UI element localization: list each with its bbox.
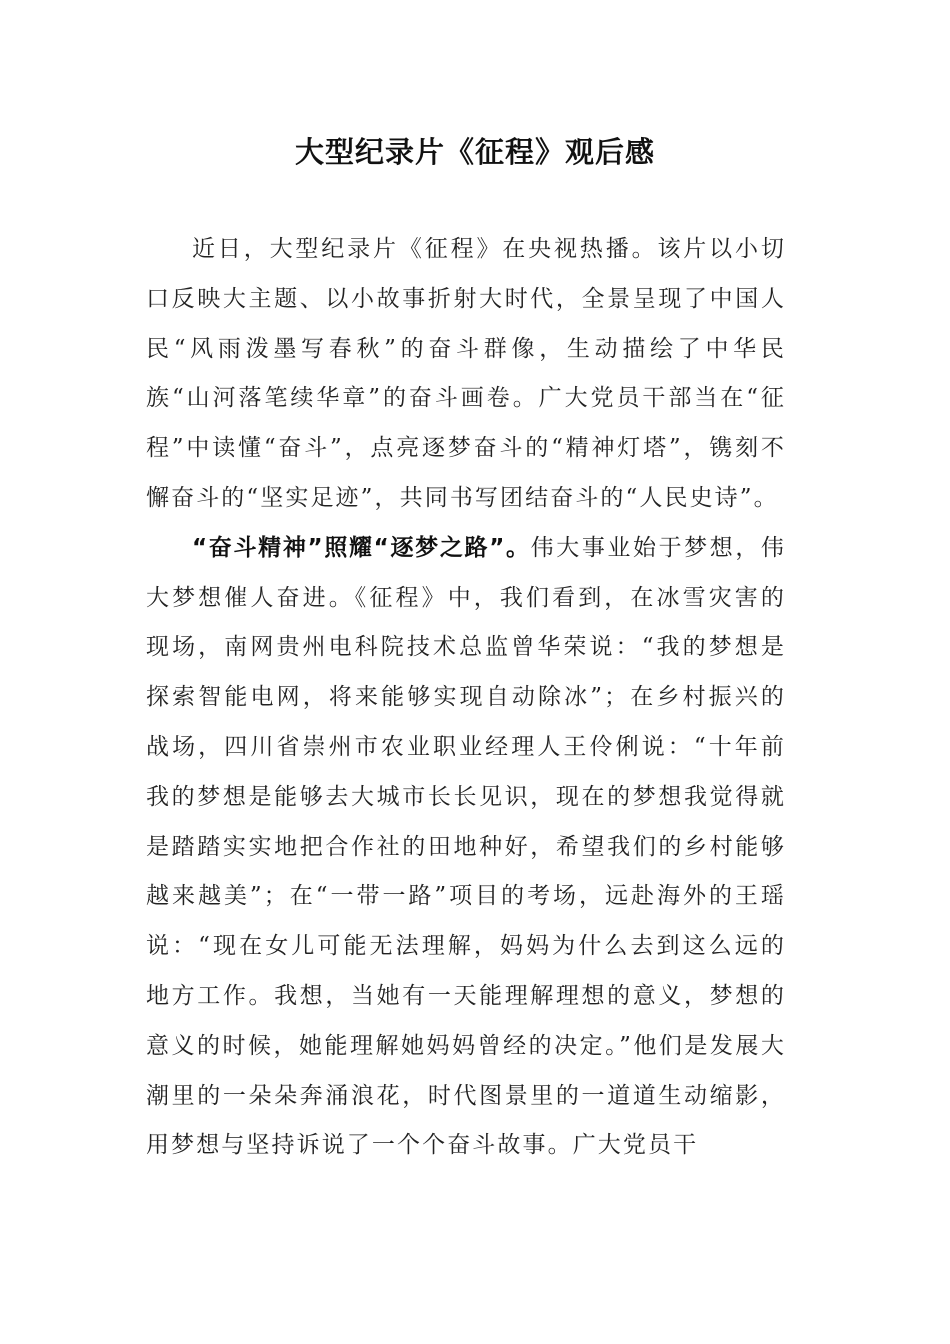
paragraph-2-lead: “奋斗精神”照耀“逐梦之路”。 bbox=[192, 534, 531, 561]
paragraph-1 bbox=[146, 225, 786, 524]
paragraph-1-text: 近日，大型纪录片《征程》在央视热播。该片以小切口反映大主题、以小故事折射大时代，全景呈现了中国人民“风雨泼墨写春秋”的奋斗群像，生动描绘了中华民族“山河落笔续华章”的奋斗画卷。广大党员干部当在“征程”中读懂“奋斗”，点亮逐梦奋斗的“精神灯塔”，镌刻不懈奋斗的“坚实足迹”，共同书写团结奋斗的“人民史诗”。 bbox=[146, 236, 786, 511]
document-body bbox=[146, 225, 786, 1171]
paragraph-2-text: 伟大事业始于梦想，伟大梦想催人奋进。《征程》中，我们看到，在冰雪灾害的现场，南网贵州电科院技术总监曾华荣说：“我的梦想是探索智能电网，将来能够实现自动除冰”；在乡村振兴的战场，四川省崇州市农业职业经理人王伶俐说：“十年前我的梦想是能够去大城市长长见识，现在的梦想我觉得就是踏踏实实地把合作社的田地种好，希望我们的乡村能够越来越美”；在“一带一路”项目的考场，远赴海外的王瑶说：“现在女儿可能无法理解，妈妈为什么去到这么远的地方工作。我想，当她有一天能理解理想的意义，梦想的意义的时候，她能理解她妈妈曾经的决定。”他们是发展大潮里的一朵朵奔涌浪花，时代图景里的一道道生动缩影，用梦想与坚持诉说了一个个奋斗故事。广大党员干 bbox=[146, 534, 786, 1159]
document-title: 大型纪录片《征程》观后感 bbox=[294, 135, 655, 169]
paragraph-2 bbox=[146, 524, 786, 1171]
